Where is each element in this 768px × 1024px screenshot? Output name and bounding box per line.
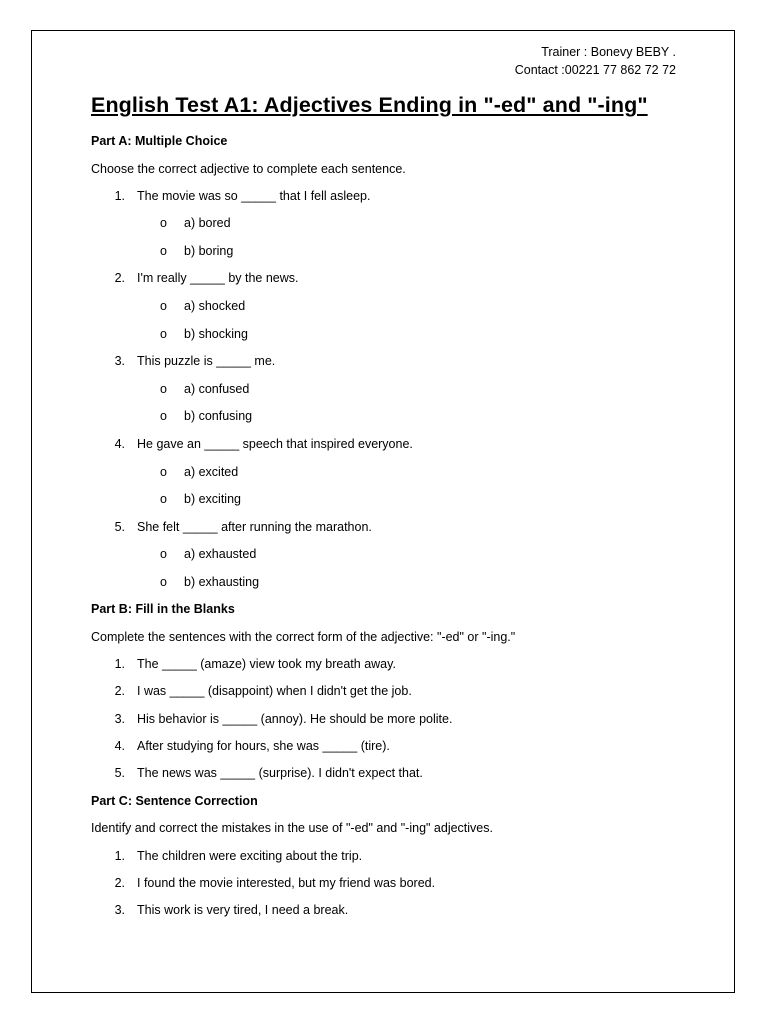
item-number: 3. bbox=[114, 903, 125, 917]
trainer-info bbox=[515, 43, 676, 79]
question-number: 1. bbox=[114, 189, 125, 203]
item-number: 2. bbox=[114, 876, 125, 890]
trainer-contact: Contact :00221 77 862 72 72 bbox=[514, 63, 676, 77]
question-number: 5. bbox=[114, 520, 125, 534]
trainer-name: Trainer : Bonevy BEBY . bbox=[541, 45, 676, 59]
item-number: 1. bbox=[114, 657, 125, 671]
option-text: b) confusing bbox=[184, 409, 253, 423]
question-number: 4. bbox=[114, 437, 125, 451]
option-bullet: o bbox=[160, 244, 167, 258]
item-number: 4. bbox=[114, 739, 125, 753]
item-text: After studying for hours, she was _____ (tire). bbox=[137, 739, 390, 753]
option-text: b) shocking bbox=[184, 327, 248, 341]
item-text: The _____ (amaze) view took my breath away. bbox=[137, 657, 396, 671]
item-text: I found the movie interested, but my friend was bored. bbox=[137, 876, 436, 890]
option-text: a) confused bbox=[184, 382, 250, 396]
question-text: This puzzle is _____ me. bbox=[137, 354, 276, 368]
option-bullet: o bbox=[160, 382, 167, 396]
question-number: 2. bbox=[114, 271, 125, 285]
item-number: 3. bbox=[114, 712, 125, 726]
item-number: 1. bbox=[114, 849, 125, 863]
item-text: The children were exciting about the trip. bbox=[137, 849, 363, 863]
option-text: a) excited bbox=[184, 465, 239, 479]
part-c-instruction: Identify and correct the mistakes in the use of "-ed" and "-ing" adjectives. bbox=[91, 821, 493, 835]
item-number: 5. bbox=[114, 766, 125, 780]
question-text: The movie was so _____ that I fell asleep. bbox=[137, 189, 371, 203]
part-a-heading: Part A: Multiple Choice bbox=[91, 134, 228, 148]
part-b-heading: Part B: Fill in the Blanks bbox=[91, 602, 235, 616]
item-text: The news was _____ (surprise). I didn't expect that. bbox=[137, 766, 423, 780]
question-text: I'm really _____ by the news. bbox=[137, 271, 299, 285]
question-text: She felt _____ after running the marathon. bbox=[137, 520, 372, 534]
option-text: b) exhausting bbox=[184, 575, 260, 589]
item-text: This work is very tired, I need a break. bbox=[137, 903, 349, 917]
option-bullet: o bbox=[160, 327, 167, 341]
option-bullet: o bbox=[160, 299, 167, 313]
option-bullet: o bbox=[160, 547, 167, 561]
option-bullet: o bbox=[160, 409, 167, 423]
option-text: a) shocked bbox=[184, 299, 246, 313]
page-title: English Test A1: Adjectives Ending in "-ed" and "-ing" bbox=[91, 93, 648, 117]
part-c-heading: Part C: Sentence Correction bbox=[91, 794, 258, 808]
part-b-instruction: Complete the sentences with the correct form of the adjective: "-ed" or "-ing." bbox=[91, 630, 516, 644]
question-text: He gave an _____ speech that inspired everyone. bbox=[137, 437, 413, 451]
option-bullet: o bbox=[160, 575, 167, 589]
question-number: 3. bbox=[114, 354, 125, 368]
option-bullet: o bbox=[160, 492, 167, 506]
option-text: a) exhausted bbox=[184, 547, 257, 561]
part-a-instruction: Choose the correct adjective to complete each sentence. bbox=[91, 162, 406, 176]
option-text: b) exciting bbox=[184, 492, 241, 506]
item-number: 2. bbox=[114, 684, 125, 698]
option-text: b) boring bbox=[184, 244, 234, 258]
option-bullet: o bbox=[160, 465, 167, 479]
option-bullet: o bbox=[160, 216, 167, 230]
option-text: a) bored bbox=[184, 216, 231, 230]
item-text: I was _____ (disappoint) when I didn't get the job. bbox=[137, 684, 412, 698]
item-text: His behavior is _____ (annoy). He should be more polite. bbox=[137, 712, 453, 726]
